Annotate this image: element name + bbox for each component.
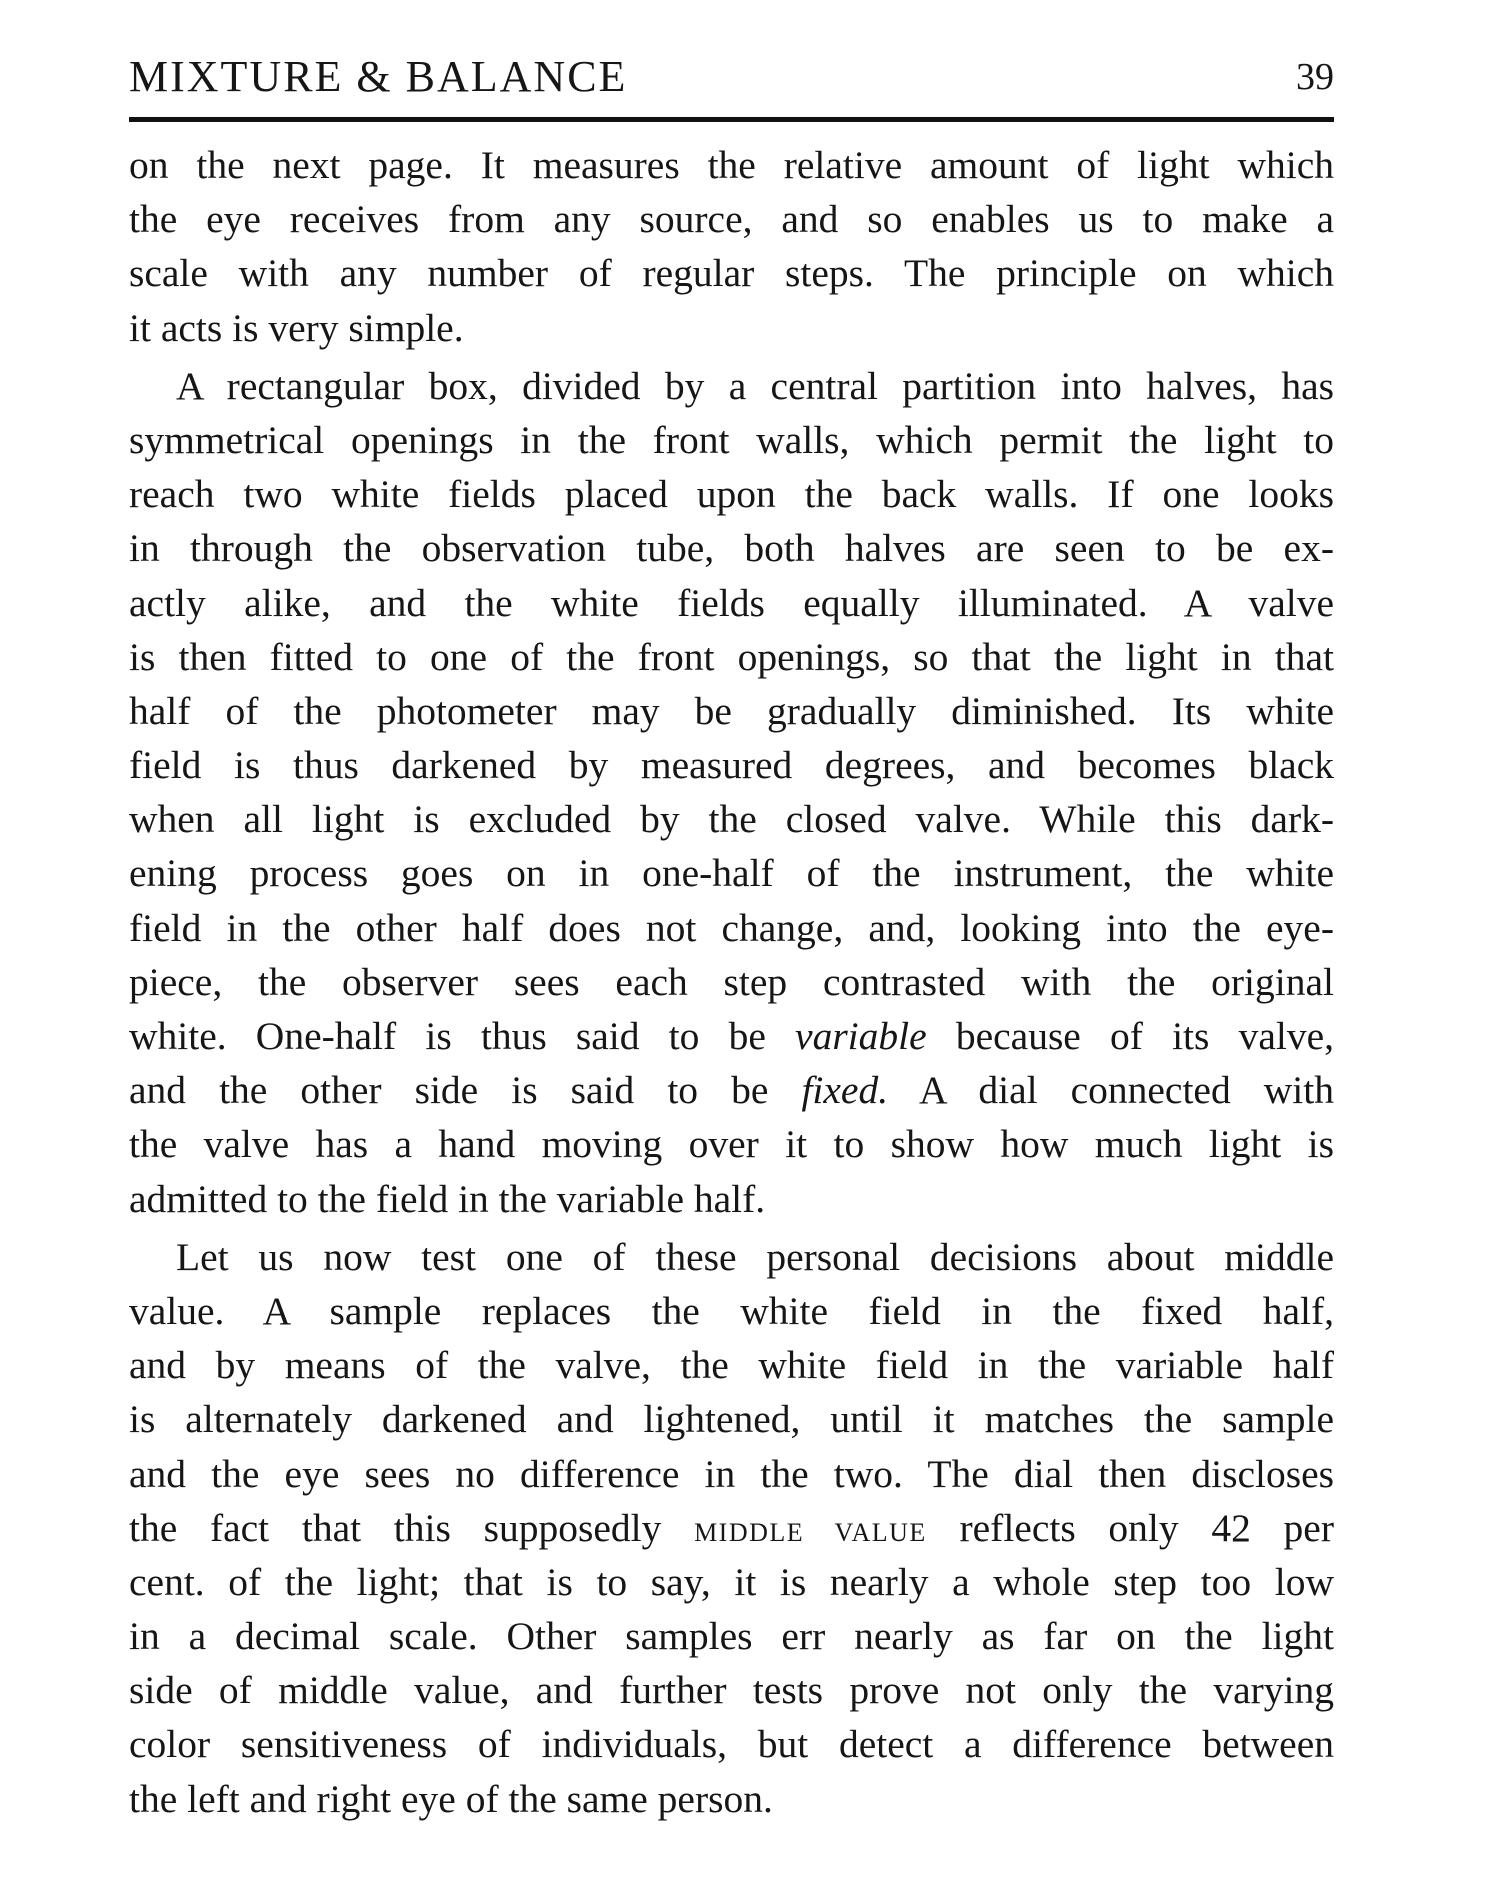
italic-term-variable: variable	[795, 1014, 927, 1058]
paragraph-3	[129, 1230, 1334, 1826]
text-line: field is thus darkened by measured degrees, and becomes black	[129, 743, 1334, 788]
text-line: reach two white fields placed upon the back walls. If one looks	[129, 472, 1334, 517]
text-run: A dial connected with	[888, 1068, 1334, 1113]
italic-term-fixed: fixed.	[801, 1068, 889, 1113]
text-line: cent. of the light; that is to say, it is nearly a whole step too low	[129, 1559, 1334, 1604]
text-line	[129, 1009, 1334, 1063]
text-line: the left and right eye of the same person.	[129, 1776, 773, 1821]
text-line: is then fitted to one of the front openings, so that the light in that	[129, 634, 1334, 679]
text-line	[129, 1063, 1334, 1117]
text-line: scale with any number of regular steps. The principle on which	[129, 251, 1334, 296]
text-line: Let us now test one of these personal decisions about middle	[176, 1234, 1334, 1279]
text-line: color sensitiveness of individuals, but detect a difference between	[129, 1722, 1334, 1767]
text-line: admitted to the field in the variable half.	[129, 1176, 766, 1221]
paragraph-1	[129, 138, 1334, 355]
text-line: symmetrical openings in the front walls, which permit the light to	[129, 417, 1334, 462]
text-line: in a decimal scale. Other samples err nearly as far on the light	[129, 1614, 1334, 1659]
text-run: because of its valve,	[926, 1014, 1334, 1058]
text-line: field in the other half does not change, and, looking into the eye-	[129, 905, 1334, 950]
header-rule	[129, 117, 1334, 122]
text-line: half of the photometer may be gradually diminished. Its white	[129, 688, 1334, 733]
text-line: ening process goes on in one-half of the instrument, the white	[129, 851, 1334, 896]
paragraph-2	[129, 359, 1334, 1226]
text-run: the fact that this supposedly	[129, 1505, 695, 1550]
text-line: side of middle value, and further tests prove not only the varying	[129, 1668, 1334, 1713]
text-line: when all light is excluded by the closed valve. While this dark-	[129, 797, 1334, 842]
body-text	[129, 138, 1334, 1826]
text-line: actly alike, and the white fields equally illuminated. A valve	[129, 580, 1334, 625]
text-line: and the eye sees no difference in the two. The dial then discloses	[129, 1451, 1334, 1496]
text-run: white. One-half is thus said to be	[129, 1014, 796, 1058]
text-line: value. A sample replaces the white field in the fixed half,	[129, 1288, 1334, 1333]
text-line: and by means of the valve, the white field in the variable half	[129, 1343, 1334, 1388]
text-line: on the next page. It measures the relative amount of light which	[129, 143, 1334, 187]
text-line: A rectangular box, divided by a central partition into halves, has	[176, 363, 1334, 408]
text-line: the valve has a hand moving over it to show how much light is	[129, 1122, 1334, 1167]
text-line: it acts is very simple.	[129, 305, 464, 350]
text-line: piece, the observer sees each step contrasted with the original	[129, 959, 1334, 1004]
text-run: reflects only 42 per	[926, 1505, 1334, 1550]
small-caps-term: MIDDLE VALUE	[694, 1517, 927, 1547]
page-header	[129, 46, 1334, 106]
text-line	[129, 1501, 1334, 1555]
page-number: 39	[1296, 56, 1334, 98]
text-line: in through the observation tube, both halves are seen to be ex-	[129, 526, 1334, 571]
text-run: and the other side is said to be	[129, 1068, 802, 1113]
running-head: MIXTURE & BALANCE	[129, 52, 628, 101]
text-line: the eye receives from any source, and so enables us to make a	[129, 197, 1334, 242]
text-line: is alternately darkened and lightened, until it matches the sample	[129, 1397, 1334, 1442]
